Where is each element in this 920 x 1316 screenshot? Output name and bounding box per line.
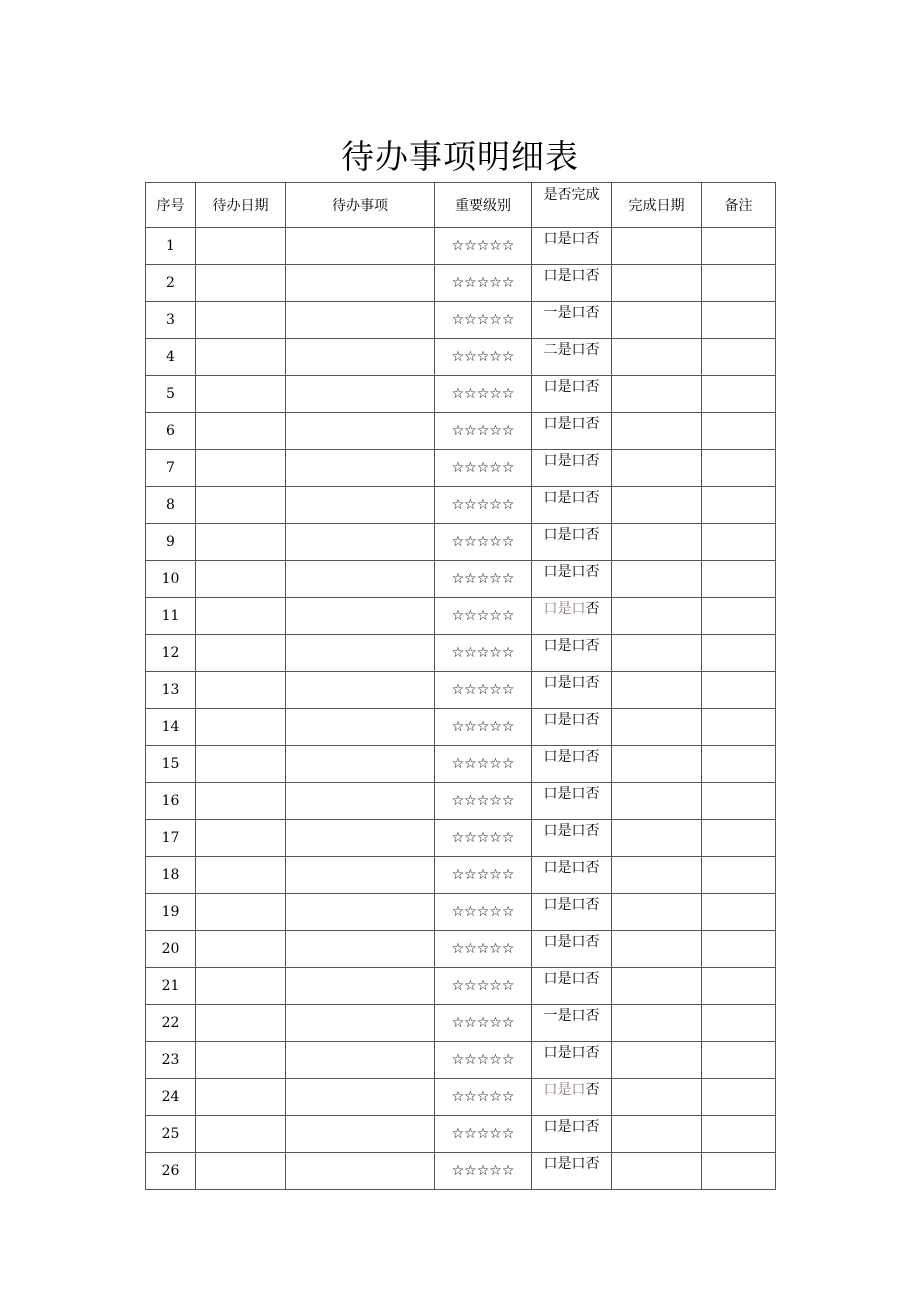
- todo-date-cell[interactable]: [196, 635, 286, 672]
- todo-date-cell[interactable]: [196, 783, 286, 820]
- done-yes-option[interactable]: 口是口: [543, 860, 586, 876]
- note-cell[interactable]: [702, 1079, 776, 1116]
- todo-date-cell[interactable]: [196, 820, 286, 857]
- done-date-cell[interactable]: [612, 635, 702, 672]
- note-cell[interactable]: [702, 598, 776, 635]
- done-checkbox-cell[interactable]: [532, 968, 612, 1005]
- todo-date-cell[interactable]: [196, 1079, 286, 1116]
- todo-item-cell[interactable]: [286, 413, 435, 450]
- importance-stars[interactable]: ☆☆☆☆☆: [435, 820, 532, 857]
- table-row: [146, 672, 776, 709]
- note-cell[interactable]: [702, 931, 776, 968]
- todo-date-cell[interactable]: [196, 1116, 286, 1153]
- note-cell[interactable]: [702, 1153, 776, 1190]
- note-cell[interactable]: [702, 709, 776, 746]
- done-no-option[interactable]: 否: [585, 786, 600, 802]
- importance-stars[interactable]: ☆☆☆☆☆: [435, 1005, 532, 1042]
- done-no-option[interactable]: 否: [585, 638, 600, 654]
- done-yes-option[interactable]: 一是口: [543, 305, 586, 321]
- note-cell[interactable]: [702, 413, 776, 450]
- done-date-cell[interactable]: [612, 968, 702, 1005]
- todo-item-cell[interactable]: [286, 561, 435, 598]
- todo-item-cell[interactable]: [286, 820, 435, 857]
- note-cell[interactable]: [702, 339, 776, 376]
- importance-stars[interactable]: ☆☆☆☆☆: [435, 672, 532, 709]
- importance-stars[interactable]: ☆☆☆☆☆: [435, 1153, 532, 1190]
- table-row: [146, 820, 776, 857]
- todo-date-cell[interactable]: [196, 413, 286, 450]
- note-cell[interactable]: [702, 376, 776, 413]
- importance-stars[interactable]: ☆☆☆☆☆: [435, 450, 532, 487]
- note-cell[interactable]: [702, 1042, 776, 1079]
- done-date-cell[interactable]: [612, 1079, 702, 1116]
- row-seq-cell: 5: [146, 376, 196, 413]
- header-row: [146, 183, 776, 228]
- done-checkbox-cell[interactable]: [532, 1153, 612, 1190]
- done-checkbox-cell[interactable]: [532, 413, 612, 450]
- note-cell[interactable]: [702, 820, 776, 857]
- table-row: [146, 228, 776, 265]
- done-date-cell[interactable]: [612, 857, 702, 894]
- done-checkbox-cell[interactable]: [532, 1005, 612, 1042]
- todo-item-cell[interactable]: [286, 968, 435, 1005]
- importance-stars[interactable]: ☆☆☆☆☆: [435, 376, 532, 413]
- done-yes-option[interactable]: 口是口: [543, 416, 586, 432]
- row-seq-cell: 12: [146, 635, 196, 672]
- done-no-option[interactable]: 否: [585, 379, 600, 395]
- todo-item-cell[interactable]: [286, 1005, 435, 1042]
- importance-stars[interactable]: ☆☆☆☆☆: [435, 561, 532, 598]
- importance-stars[interactable]: ☆☆☆☆☆: [435, 746, 532, 783]
- table-row: [146, 1079, 776, 1116]
- done-yes-option[interactable]: 口是口: [543, 527, 586, 543]
- todo-date-cell[interactable]: [196, 339, 286, 376]
- todo-date-cell[interactable]: [196, 968, 286, 1005]
- table-row: [146, 265, 776, 302]
- done-date-cell[interactable]: [612, 339, 702, 376]
- header-done-date: 完成日期: [612, 183, 702, 228]
- note-cell[interactable]: [702, 672, 776, 709]
- done-date-cell[interactable]: [612, 672, 702, 709]
- row-seq-cell: 19: [146, 894, 196, 931]
- todo-item-cell[interactable]: [286, 746, 435, 783]
- done-checkbox-cell[interactable]: [532, 339, 612, 376]
- note-cell[interactable]: [702, 894, 776, 931]
- importance-stars[interactable]: ☆☆☆☆☆: [435, 783, 532, 820]
- note-cell[interactable]: [702, 968, 776, 1005]
- done-date-cell[interactable]: [612, 376, 702, 413]
- done-yes-option[interactable]: 口是口: [543, 897, 586, 913]
- header-note: 备注: [702, 183, 776, 228]
- table-row: [146, 1005, 776, 1042]
- done-no-option[interactable]: 否: [585, 490, 600, 506]
- todo-item-cell[interactable]: [286, 672, 435, 709]
- done-no-option[interactable]: 否: [585, 1156, 600, 1172]
- todo-date-cell[interactable]: [196, 450, 286, 487]
- row-seq-cell: 3: [146, 302, 196, 339]
- done-no-option[interactable]: 否: [585, 231, 600, 247]
- todo-item-cell[interactable]: [286, 450, 435, 487]
- done-checkbox-cell[interactable]: [532, 265, 612, 302]
- todo-date-cell[interactable]: [196, 1042, 286, 1079]
- done-checkbox-cell[interactable]: [532, 1116, 612, 1153]
- done-checkbox-cell[interactable]: [532, 450, 612, 487]
- done-no-option[interactable]: 否: [585, 823, 600, 839]
- todo-date-cell[interactable]: [196, 894, 286, 931]
- row-seq-cell: 26: [146, 1153, 196, 1190]
- row-seq-cell: 15: [146, 746, 196, 783]
- done-yes-option[interactable]: 二是口: [543, 342, 586, 358]
- table-row: [146, 1153, 776, 1190]
- done-no-option[interactable]: 否: [585, 675, 600, 691]
- done-checkbox-cell[interactable]: [532, 672, 612, 709]
- done-checkbox-cell[interactable]: [532, 783, 612, 820]
- table-row: [146, 561, 776, 598]
- importance-stars[interactable]: ☆☆☆☆☆: [435, 709, 532, 746]
- note-cell[interactable]: [702, 857, 776, 894]
- done-checkbox-cell[interactable]: [532, 598, 612, 635]
- todo-item-cell[interactable]: [286, 228, 435, 265]
- importance-stars[interactable]: ☆☆☆☆☆: [435, 894, 532, 931]
- todo-date-cell[interactable]: [196, 931, 286, 968]
- done-date-cell[interactable]: [612, 413, 702, 450]
- done-yes-option[interactable]: 口是口: [543, 231, 586, 247]
- row-seq-cell: 10: [146, 561, 196, 598]
- done-date-cell[interactable]: [612, 265, 702, 302]
- done-yes-option[interactable]: 口是口: [543, 453, 586, 469]
- note-cell[interactable]: [702, 302, 776, 339]
- done-yes-option[interactable]: 口是口: [543, 749, 586, 765]
- row-seq-cell: 14: [146, 709, 196, 746]
- importance-stars[interactable]: ☆☆☆☆☆: [435, 302, 532, 339]
- row-seq-cell: 13: [146, 672, 196, 709]
- done-checkbox-cell[interactable]: [532, 524, 612, 561]
- done-no-option[interactable]: 否: [585, 1119, 600, 1135]
- done-no-option[interactable]: 否: [585, 564, 600, 580]
- row-seq-cell: 7: [146, 450, 196, 487]
- todo-date-cell[interactable]: [196, 228, 286, 265]
- todo-item-cell[interactable]: [286, 376, 435, 413]
- table-row: [146, 746, 776, 783]
- table-body: [146, 228, 776, 1190]
- done-checkbox-cell[interactable]: [532, 487, 612, 524]
- table-row: [146, 524, 776, 561]
- todo-item-cell[interactable]: [286, 931, 435, 968]
- done-date-cell[interactable]: [612, 709, 702, 746]
- todo-date-cell[interactable]: [196, 265, 286, 302]
- importance-stars[interactable]: ☆☆☆☆☆: [435, 968, 532, 1005]
- row-seq-cell: 24: [146, 1079, 196, 1116]
- todo-item-cell[interactable]: [286, 487, 435, 524]
- table-row: [146, 709, 776, 746]
- table-row: [146, 598, 776, 635]
- header-level: 重要级别: [435, 183, 532, 228]
- done-checkbox-cell[interactable]: [532, 894, 612, 931]
- todo-item-cell[interactable]: [286, 339, 435, 376]
- todo-date-cell[interactable]: [196, 487, 286, 524]
- row-seq-cell: 6: [146, 413, 196, 450]
- done-date-cell[interactable]: [612, 561, 702, 598]
- importance-stars[interactable]: ☆☆☆☆☆: [435, 413, 532, 450]
- table-row: [146, 968, 776, 1005]
- done-date-cell[interactable]: [612, 1005, 702, 1042]
- done-yes-option[interactable]: 口是口: [543, 675, 586, 691]
- done-yes-option[interactable]: 口是口: [543, 1082, 586, 1098]
- todo-item-cell[interactable]: [286, 783, 435, 820]
- row-seq-cell: 25: [146, 1116, 196, 1153]
- done-checkbox-cell[interactable]: [532, 857, 612, 894]
- note-cell[interactable]: [702, 783, 776, 820]
- todo-item-cell[interactable]: [286, 302, 435, 339]
- todo-item-cell[interactable]: [286, 894, 435, 931]
- done-date-cell[interactable]: [612, 783, 702, 820]
- table-row: [146, 487, 776, 524]
- row-seq-cell: 17: [146, 820, 196, 857]
- header-done: 是否完成: [532, 183, 612, 228]
- table-row: [146, 339, 776, 376]
- done-checkbox-cell[interactable]: [532, 561, 612, 598]
- note-cell[interactable]: [702, 450, 776, 487]
- row-seq-cell: 4: [146, 339, 196, 376]
- done-date-cell[interactable]: [612, 1153, 702, 1190]
- todo-item-cell[interactable]: [286, 857, 435, 894]
- done-yes-option[interactable]: 口是口: [543, 379, 586, 395]
- done-checkbox-cell[interactable]: [532, 1042, 612, 1079]
- done-checkbox-cell[interactable]: [532, 746, 612, 783]
- table-row: [146, 450, 776, 487]
- done-yes-option[interactable]: 口是口: [543, 823, 586, 839]
- done-no-option[interactable]: 否: [585, 897, 600, 913]
- row-seq-cell: 8: [146, 487, 196, 524]
- header-seq: 序号: [146, 183, 196, 228]
- done-yes-option[interactable]: 口是口: [543, 564, 586, 580]
- done-date-cell[interactable]: [612, 302, 702, 339]
- table-row: [146, 302, 776, 339]
- importance-stars[interactable]: ☆☆☆☆☆: [435, 524, 532, 561]
- done-no-option[interactable]: 否: [585, 934, 600, 950]
- importance-stars[interactable]: ☆☆☆☆☆: [435, 931, 532, 968]
- done-no-option[interactable]: 否: [585, 305, 600, 321]
- done-yes-option[interactable]: 口是口: [543, 601, 586, 617]
- done-no-option[interactable]: 否: [585, 971, 600, 987]
- done-checkbox-cell[interactable]: [532, 635, 612, 672]
- table-row: [146, 894, 776, 931]
- note-cell[interactable]: [702, 265, 776, 302]
- done-no-option[interactable]: 否: [585, 1008, 600, 1024]
- done-no-option[interactable]: 否: [585, 527, 600, 543]
- table-row: [146, 635, 776, 672]
- done-yes-option[interactable]: 口是口: [543, 490, 586, 506]
- done-date-cell[interactable]: [612, 1116, 702, 1153]
- done-date-cell[interactable]: [612, 746, 702, 783]
- todo-date-cell[interactable]: [196, 561, 286, 598]
- todo-date-cell[interactable]: [196, 746, 286, 783]
- importance-stars[interactable]: ☆☆☆☆☆: [435, 1079, 532, 1116]
- done-yes-option[interactable]: 一是口: [543, 1008, 586, 1024]
- done-date-cell[interactable]: [612, 487, 702, 524]
- importance-stars[interactable]: ☆☆☆☆☆: [435, 857, 532, 894]
- done-date-cell[interactable]: [612, 820, 702, 857]
- todo-date-cell[interactable]: [196, 857, 286, 894]
- table-row: [146, 376, 776, 413]
- done-checkbox-cell[interactable]: [532, 302, 612, 339]
- done-no-option[interactable]: 否: [585, 342, 600, 358]
- done-yes-option[interactable]: 口是口: [543, 1045, 586, 1061]
- note-cell[interactable]: [702, 746, 776, 783]
- done-date-cell[interactable]: [612, 931, 702, 968]
- done-checkbox-cell[interactable]: [532, 709, 612, 746]
- todo-item-cell[interactable]: [286, 598, 435, 635]
- todo-item-cell[interactable]: [286, 635, 435, 672]
- done-no-option[interactable]: 否: [585, 268, 600, 284]
- done-no-option[interactable]: 否: [585, 860, 600, 876]
- done-date-cell[interactable]: [612, 894, 702, 931]
- done-checkbox-cell[interactable]: [532, 228, 612, 265]
- table-row: [146, 1116, 776, 1153]
- done-yes-option[interactable]: 口是口: [543, 1156, 586, 1172]
- todo-date-cell[interactable]: [196, 672, 286, 709]
- table-row: [146, 931, 776, 968]
- table-row: [146, 1042, 776, 1079]
- done-yes-option[interactable]: 口是口: [543, 934, 586, 950]
- row-seq-cell: 16: [146, 783, 196, 820]
- done-no-option[interactable]: 否: [585, 1045, 600, 1061]
- done-yes-option[interactable]: 口是口: [543, 971, 586, 987]
- importance-stars[interactable]: ☆☆☆☆☆: [435, 487, 532, 524]
- done-checkbox-cell[interactable]: [532, 376, 612, 413]
- note-cell[interactable]: [702, 561, 776, 598]
- todo-item-cell[interactable]: [286, 265, 435, 302]
- done-yes-option[interactable]: 口是口: [543, 786, 586, 802]
- todo-date-cell[interactable]: [196, 376, 286, 413]
- importance-stars[interactable]: ☆☆☆☆☆: [435, 1042, 532, 1079]
- todo-item-cell[interactable]: [286, 1153, 435, 1190]
- done-yes-option[interactable]: 口是口: [543, 1119, 586, 1135]
- header-date: 待办日期: [196, 183, 286, 228]
- todo-date-cell[interactable]: [196, 1153, 286, 1190]
- done-no-option[interactable]: 否: [585, 601, 600, 617]
- row-seq-cell: 23: [146, 1042, 196, 1079]
- done-no-option[interactable]: 否: [585, 1082, 600, 1098]
- done-yes-option[interactable]: 口是口: [543, 638, 586, 654]
- todo-date-cell[interactable]: [196, 524, 286, 561]
- done-yes-option[interactable]: 口是口: [543, 712, 586, 728]
- row-seq-cell: 11: [146, 598, 196, 635]
- page-title: 待办事项明细表: [341, 137, 579, 176]
- row-seq-cell: 20: [146, 931, 196, 968]
- done-checkbox-cell[interactable]: [532, 820, 612, 857]
- table-row: [146, 857, 776, 894]
- row-seq-cell: 9: [146, 524, 196, 561]
- todo-date-cell[interactable]: [196, 1005, 286, 1042]
- note-cell[interactable]: [702, 487, 776, 524]
- done-checkbox-cell[interactable]: [532, 1079, 612, 1116]
- todo-item-cell[interactable]: [286, 524, 435, 561]
- todo-date-cell[interactable]: [196, 598, 286, 635]
- importance-stars[interactable]: ☆☆☆☆☆: [435, 228, 532, 265]
- importance-stars[interactable]: ☆☆☆☆☆: [435, 1116, 532, 1153]
- done-no-option[interactable]: 否: [585, 712, 600, 728]
- row-seq-cell: 1: [146, 228, 196, 265]
- importance-stars[interactable]: ☆☆☆☆☆: [435, 635, 532, 672]
- table-row: [146, 413, 776, 450]
- done-date-cell[interactable]: [612, 524, 702, 561]
- row-seq-cell: 22: [146, 1005, 196, 1042]
- importance-stars[interactable]: ☆☆☆☆☆: [435, 339, 532, 376]
- todo-date-cell[interactable]: [196, 709, 286, 746]
- importance-stars[interactable]: ☆☆☆☆☆: [435, 598, 532, 635]
- todo-item-cell[interactable]: [286, 1079, 435, 1116]
- todo-item-cell[interactable]: [286, 709, 435, 746]
- done-yes-option[interactable]: 口是口: [543, 268, 586, 284]
- done-date-cell[interactable]: [612, 450, 702, 487]
- note-cell[interactable]: [702, 524, 776, 561]
- note-cell[interactable]: [702, 228, 776, 265]
- importance-stars[interactable]: ☆☆☆☆☆: [435, 265, 532, 302]
- done-no-option[interactable]: 否: [585, 453, 600, 469]
- done-no-option[interactable]: 否: [585, 416, 600, 432]
- row-seq-cell: 21: [146, 968, 196, 1005]
- todo-table: [145, 182, 776, 1190]
- row-seq-cell: 2: [146, 265, 196, 302]
- todo-date-cell[interactable]: [196, 302, 286, 339]
- note-cell[interactable]: [702, 635, 776, 672]
- header-item: 待办事项: [286, 183, 435, 228]
- done-date-cell[interactable]: [612, 1042, 702, 1079]
- row-seq-cell: 18: [146, 857, 196, 894]
- done-checkbox-cell[interactable]: [532, 931, 612, 968]
- done-date-cell[interactable]: [612, 598, 702, 635]
- done-no-option[interactable]: 否: [585, 749, 600, 765]
- todo-item-cell[interactable]: [286, 1116, 435, 1153]
- table-row: [146, 783, 776, 820]
- done-date-cell[interactable]: [612, 228, 702, 265]
- note-cell[interactable]: [702, 1116, 776, 1153]
- todo-item-cell[interactable]: [286, 1042, 435, 1079]
- note-cell[interactable]: [702, 1005, 776, 1042]
